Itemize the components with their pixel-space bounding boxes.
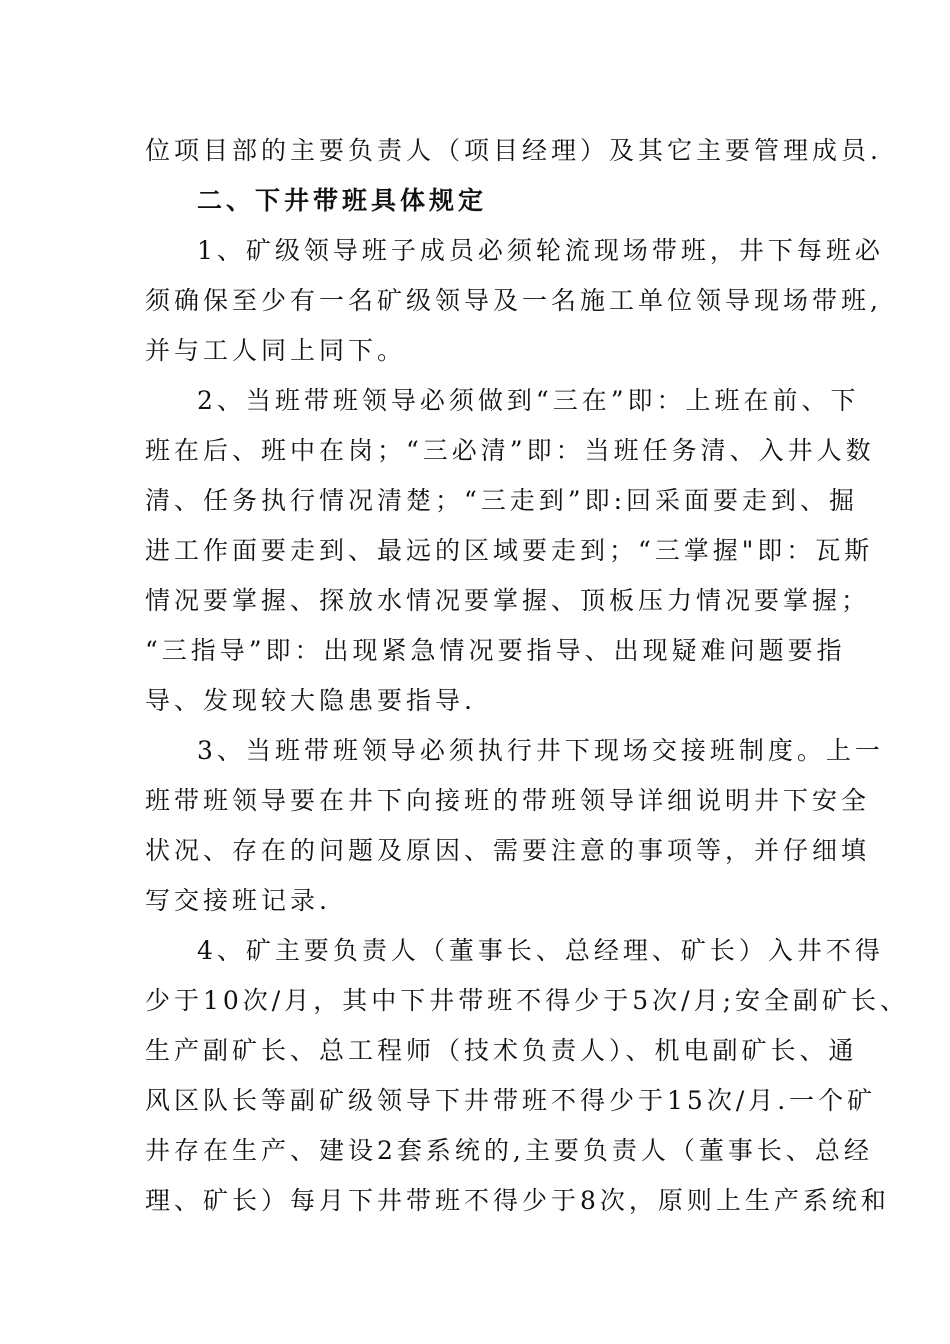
text-line-1: 位项目部的主要负责人（项目经理）及其它主要管理成员.: [145, 136, 882, 165]
text-line-3: 1、矿级领导班子成员必须轮流现场带班，井下每班必: [197, 236, 884, 265]
section-heading: 二、下井带班具体规定: [197, 186, 488, 215]
text-line-19: 生产副矿长、总工程师（技术负责人）、机电副矿长、通: [145, 1036, 858, 1065]
text-line-21: 井存在生产、建设2套系统的,主要负责人（董事长、总经: [145, 1136, 873, 1165]
text-line-10: 情况要掌握、探放水情况要掌握、顶板压力情况要掌握；: [145, 586, 871, 615]
text-line-6: 2、当班带班领导必须做到“三在”即：上班在前、下: [197, 386, 860, 415]
text-line-5: 并与工人同上同下。: [145, 336, 407, 365]
text-line-9: 进工作面要走到、最远的区域要走到；“三掌握"即：瓦斯: [145, 536, 874, 565]
text-line-12: 导、发现较大隐患要指导.: [145, 686, 476, 715]
text-line-22: 理、矿长）每月下井带班不得少于8次，原则上生产系统和: [145, 1186, 890, 1215]
text-line-14: 班带班领导要在井下向接班的带班领导详细说明井下安全: [145, 786, 871, 815]
text-line-8: 清、任务执行情况清楚；“三走到”即:回采面要走到、掘: [145, 486, 858, 515]
text-line-4: 须确保至少有一名矿级领导及一名施工单位领导现场带班,: [145, 286, 882, 315]
text-line-7: 班在后、班中在岗；“三必清”即：当班任务清、入井人数: [145, 436, 875, 465]
text-line-11: “三指导”即：出现紧急情况要指导、出现疑难问题要指: [145, 636, 846, 665]
text-line-13: 3、当班带班领导必须执行井下现场交接班制度。上一: [197, 736, 884, 765]
text-line-20: 风区队长等副矿级领导下井带班不得少于15次/月.一个矿: [145, 1086, 877, 1115]
text-line-15: 状况、存在的问题及原因、需要注意的事项等，并仔细填: [145, 836, 871, 865]
text-line-16: 写交接班记录.: [145, 886, 331, 915]
text-line-18: 少于10次/月，其中下井带班不得少于5次/月;安全副矿长、: [145, 986, 909, 1015]
text-line-17: 4、矿主要负责人（董事长、总经理、矿长）入井不得: [197, 936, 884, 965]
